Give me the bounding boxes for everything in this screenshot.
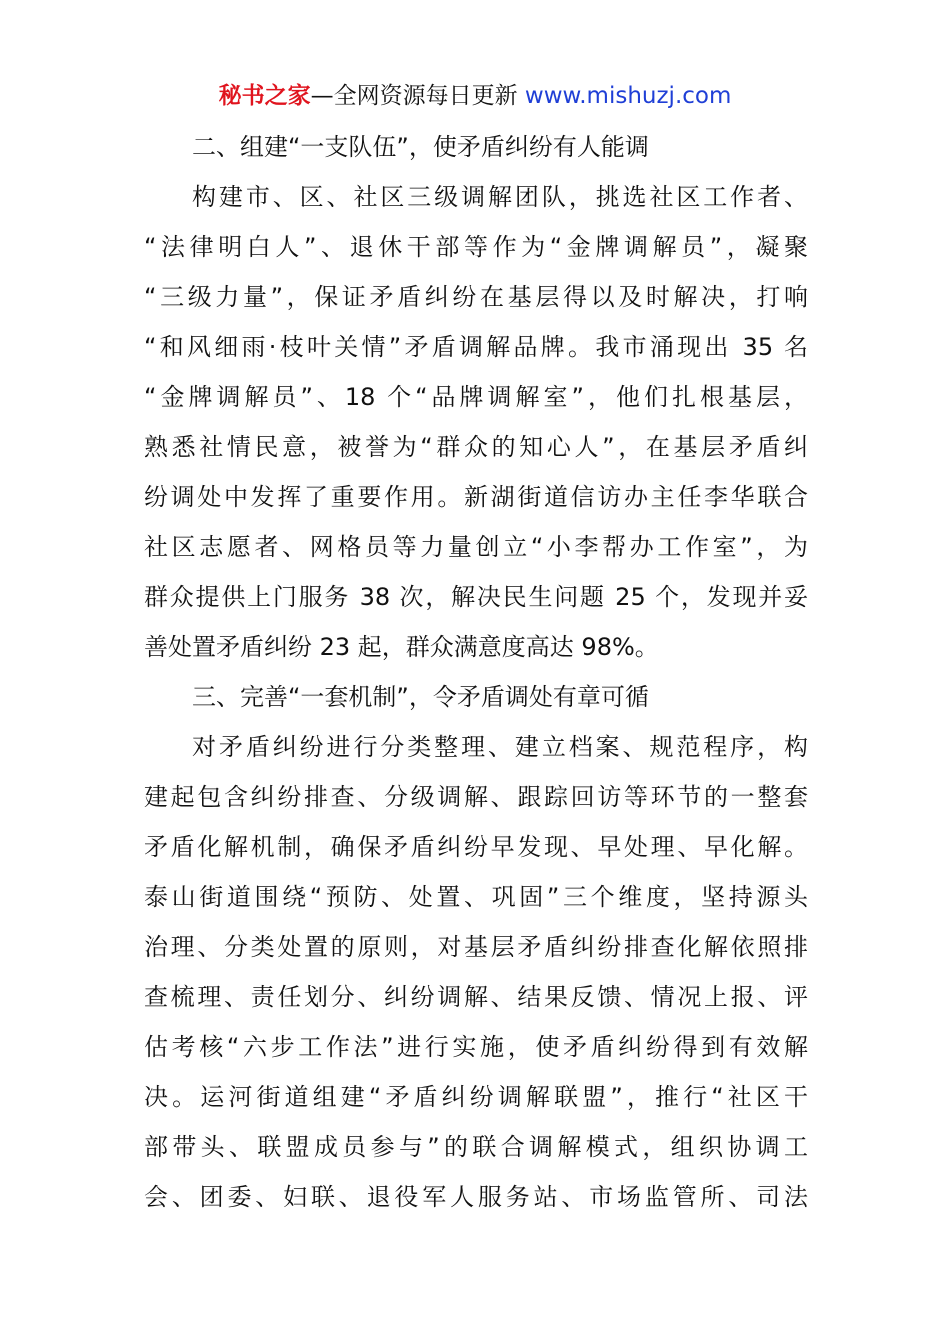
paragraph-line: 决。运河街道组建“矛盾纠纷调解联盟”，推行“社区干 xyxy=(144,1083,808,1111)
paragraph-line: 治理、分类处置的原则，对基层矛盾纠纷排查化解依照排 xyxy=(144,933,808,961)
paragraph-line: 部带头、联盟成员参与”的联合调解模式，组织协调工 xyxy=(144,1133,808,1161)
paragraph-line: 善处置矛盾纠纷 23 起，群众满意度高达 98%。 xyxy=(144,633,659,661)
section-heading-two: 二、组建“一支队伍”，使矛盾纠纷有人能调 xyxy=(192,133,649,161)
paragraph-line: 矛盾化解机制，确保矛盾纠纷早发现、早处理、早化解。 xyxy=(144,833,808,861)
paragraph-line: 纷调处中发挥了重要作用。新湖街道信访办主任李华联合 xyxy=(144,483,808,511)
paragraph-line: 对矛盾纠纷进行分类整理、建立档案、规范程序，构 xyxy=(192,733,808,761)
paragraph-line: “和风细雨·枝叶关情”矛盾调解品牌。我市涌现出 35 名 xyxy=(144,333,808,361)
paragraph-line: “法律明白人”、退休干部等作为“金牌调解员”，凝聚 xyxy=(144,233,808,261)
paragraph-line: “金牌调解员”、18 个“品牌调解室”，他们扎根基层， xyxy=(144,383,808,411)
site-url[interactable]: www.mishuzj.com xyxy=(524,83,732,109)
paragraph-line: “三级力量”，保证矛盾纠纷在基层得以及时解决，打响 xyxy=(144,283,808,311)
site-header xyxy=(0,80,950,112)
paragraph-line: 熟悉社情民意，被誉为“群众的知心人”，在基层矛盾纠 xyxy=(144,433,808,461)
paragraph-line: 群众提供上门服务 38 次，解决民生问题 25 个，发现并妥 xyxy=(144,583,808,611)
paragraph-line: 建起包含纠纷排查、分级调解、跟踪回访等环节的一整套 xyxy=(144,783,808,811)
document-body xyxy=(144,122,808,1222)
paragraph-line: 估考核“六步工作法”进行实施，使矛盾纠纷得到有效解 xyxy=(144,1033,808,1061)
paragraph-line: 泰山街道围绕“预防、处置、巩固”三个维度，坚持源头 xyxy=(144,883,808,911)
section-heading-three: 三、完善“一套机制”，令矛盾调处有章可循 xyxy=(192,683,649,711)
paragraph-line: 社区志愿者、网格员等力量创立“小李帮办工作室”，为 xyxy=(144,533,808,561)
paragraph-line: 构建市、区、社区三级调解团队，挑选社区工作者、 xyxy=(192,183,808,211)
paragraph-line: 会、团委、妇联、退役军人服务站、市场监管所、司法 xyxy=(144,1183,808,1211)
brand-name: 秘书之家 xyxy=(218,83,311,109)
header-tagline: —全网资源每日更新 xyxy=(310,83,525,109)
paragraph-line: 查梳理、责任划分、纠纷调解、结果反馈、情况上报、评 xyxy=(144,983,808,1011)
